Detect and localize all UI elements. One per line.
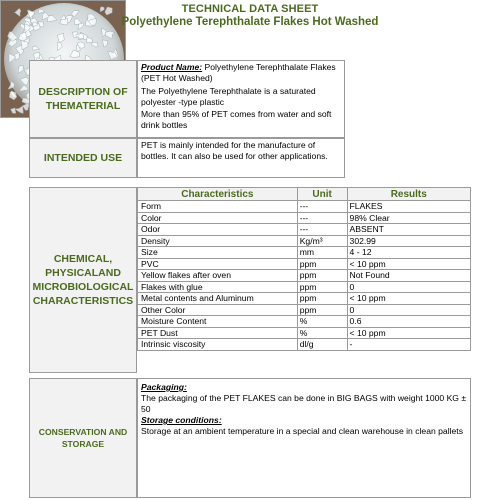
table-row: [138, 212, 471, 224]
cell-characteristic: Form: [138, 201, 298, 213]
cell-result: 0.6: [347, 316, 470, 328]
cell-unit: ---: [297, 212, 347, 224]
packaging-text: The packaging of the PET FLAKES can be done in BIG BAGS with weight 1000 KG ± 50: [141, 393, 467, 414]
cell-characteristic: Yellow flakes after oven: [138, 270, 298, 282]
cell-unit: %: [297, 316, 347, 328]
cell-result: 4 - 12: [347, 247, 470, 259]
table-row: [138, 304, 471, 316]
cell-unit: ppm: [297, 304, 347, 316]
cell-unit: ppm: [297, 270, 347, 282]
storage-text: Storage at an ambient temperature in a special and clean warehouse in clean pallets: [141, 426, 463, 436]
cell-unit: ppm: [297, 293, 347, 305]
cell-result: FLAKES: [347, 201, 470, 213]
cell-characteristic: Color: [138, 212, 298, 224]
table-row: [138, 327, 471, 339]
table-header-row: [138, 188, 471, 201]
packaging-label: Packaging:: [141, 382, 187, 392]
table-row: [138, 224, 471, 236]
cell-result: 98% Clear: [347, 212, 470, 224]
table-row: [138, 201, 471, 213]
cell-characteristic: PET Dust: [138, 327, 298, 339]
intended-use-text: PET is mainly intended for the manufacture of bottles. It can also be used for other applications.: [137, 138, 345, 178]
description-para-1: The Polyethylene Terephthalate is a saturated polyester -type plastic: [141, 85, 316, 107]
cell-characteristic: Other Color: [138, 304, 298, 316]
conservation-text: [137, 378, 471, 498]
table-row: [138, 258, 471, 270]
cell-characteristic: Intrinsic viscosity: [138, 339, 298, 351]
table-row: [138, 316, 471, 328]
description-para-2: More than 95% of PET comes from water and soft drink bottles: [141, 109, 332, 131]
cell-result: < 10 ppm: [347, 327, 470, 339]
storage-label: Storage conditions:: [141, 415, 222, 425]
cell-result: < 10 ppm: [347, 293, 470, 305]
header-results: Results: [347, 188, 470, 201]
cell-result: 0: [347, 304, 470, 316]
cell-unit: mm: [297, 247, 347, 259]
header-unit: Unit: [297, 188, 347, 201]
cell-unit: ppm: [297, 281, 347, 293]
table-row: [138, 247, 471, 259]
cell-unit: ppm: [297, 258, 347, 270]
characteristics-table: [137, 187, 471, 351]
cell-unit: Kg/m³: [297, 235, 347, 247]
cell-characteristic: PVC: [138, 258, 298, 270]
table-row: [138, 293, 471, 305]
cell-characteristic: Metal contents and Aluminum: [138, 293, 298, 305]
cell-result: -: [347, 339, 470, 351]
product-name-label: Product Name:: [141, 62, 203, 72]
table-row: [138, 270, 471, 282]
cell-unit: dl/g: [297, 339, 347, 351]
cell-characteristic: Flakes with glue: [138, 281, 298, 293]
intended-use-label: INTENDED USE: [29, 138, 137, 178]
table-row: [138, 235, 471, 247]
characteristics-label: CHEMICAL, PHYSICALAND MICROBIOLOGICAL CHARACTERISTICS: [29, 187, 137, 373]
cell-unit: ---: [297, 201, 347, 213]
product-name-value: Polyethylene Terephthalate Flakes (PET Hot Washed): [141, 62, 336, 84]
cell-result: ABSENT: [347, 224, 470, 236]
cell-characteristic: Size: [138, 247, 298, 259]
cell-unit: %: [297, 327, 347, 339]
document-subtitle: Polyethylene Terephthalate Flakes Hot Washed: [121, 16, 379, 28]
header-characteristics: Characteristics: [138, 188, 298, 201]
conservation-label: CONSERVATION AND STORAGE: [29, 378, 137, 498]
description-text: [137, 60, 345, 138]
table-row: [138, 281, 471, 293]
description-label: DESCRIPTION OF THEMATERIAL: [29, 60, 137, 138]
cell-characteristic: Density: [138, 235, 298, 247]
cell-characteristic: Moisture Content: [138, 316, 298, 328]
cell-characteristic: Odor: [138, 224, 298, 236]
document-title: TECHNICAL DATA SHEET: [181, 3, 319, 15]
cell-unit: ---: [297, 224, 347, 236]
cell-result: Not Found: [347, 270, 470, 282]
cell-result: 0: [347, 281, 470, 293]
cell-result: < 10 ppm: [347, 258, 470, 270]
cell-result: 302.99: [347, 235, 470, 247]
table-row: [138, 339, 471, 351]
